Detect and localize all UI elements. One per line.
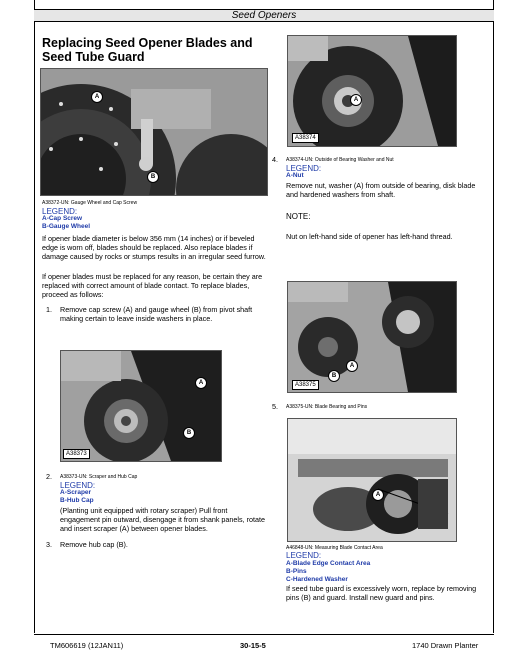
intro-paragraph-1: If opener blade diameter is below 356 mm (14 inches) or if beveled edge is worn off, blades should be replaced. Also replace blades if damage caused by rocks or stumps results in an irregular seed furrow. [42,234,266,261]
step1-number: 1. [46,305,52,314]
callout-a: A [350,94,362,106]
blade-bearing-photo [287,281,457,393]
bearing-nut-illustration [288,36,456,146]
note-label: NOTE: [286,212,311,221]
note-text: Nut on left-hand side of opener has left-hand thread. [286,232,453,241]
legend-item-hardened-washer: C-Hardened Washer [286,576,348,583]
blade-contact-illustration [288,419,456,541]
step2-number: 2. [46,472,52,481]
legend-item-pins: B-Pins [286,568,307,575]
step4-number: 4. [272,155,278,164]
step3-text: Remove hub cap (B). [60,540,128,549]
step1-text: Remove cap screw (A) and gauge wheel (B) from pivot shaft making certain to leave inside washers in place. [60,305,253,323]
callout-b: B [328,370,340,382]
article-title: Replacing Seed Opener Blades and Seed Tube Guard [42,36,253,64]
footer-product: 1740 Drawn Planter [412,641,479,650]
figure2-caption: A38373-UN: Scraper and Hub Cap [60,474,138,480]
figure4-caption: A38375-UN: Blade Bearing and Pins [286,404,368,410]
figure2-tag: A38373 [63,449,90,459]
footer-doc-id: TM606619 (12JAN11) [50,641,124,650]
legend-item-hub-cap: B-Hub Cap [60,497,94,504]
callout-a: A [372,489,384,501]
legend-item-blade-edge-contact-area: A-Blade Edge Contact Area [286,560,371,567]
intro-paragraph-2: If opener blades must be replaced for any reason, be certain they are replaced with correct amount of blade contact. To replace blades, proceed as follows: [42,272,263,299]
figure1-legend-title: LEGEND: [42,207,78,216]
legend-item-nut: A-Nut [286,172,304,179]
scraper-illustration [61,351,221,461]
step3-number: 3. [46,540,52,549]
figure3-tag: A38374 [292,133,319,143]
legend-item-gauge-wheel: B-Gauge Wheel [42,223,91,230]
figure5-caption: A46848-UN: Measuring Blade Contact Area [286,545,383,551]
step4-text: Remove nut, washer (A) from outside of bearing, disk blade and hardened washers from shaft. [286,181,476,199]
callout-a: A [346,360,358,372]
callout-b: B [183,427,195,439]
final-paragraph: If seed tube guard is excessively worn, replace by removing pins (B) and guard. Install new guard and pins. [286,584,477,602]
step5-number: 5. [272,402,278,411]
section-title: Seed Openers [231,10,297,21]
scraper-hub-photo [60,350,222,462]
gauge-wheel-photo [40,68,268,196]
figure3-caption: A38374-UN: Outside of Bearing Washer and Nut [286,157,394,163]
figure2-legend-title: LEGEND: [60,481,96,490]
section-header [34,9,494,22]
blade-contact-photo [287,418,457,542]
legend-item-cap-screw: A-Cap Screw [42,215,83,222]
legend-item-scraper: A-Scraper [60,489,92,496]
callout-a: A [91,91,103,103]
callout-b: B [147,171,159,183]
figure4-tag: A38375 [292,380,319,390]
blade-bearing-illustration [288,282,456,392]
figure1-caption: A38372-UN: Gauge Wheel and Cap Screw [42,200,138,206]
callout-a: A [195,377,207,389]
step2-text: (Planting unit equipped with rotary scraper) Pull front engagement pin outward, disengage it from shank panels, rotate and insert scraper (A) between opener blades. [60,506,265,533]
footer-rule [34,634,494,635]
footer-page-number: 30-15-5 [240,641,266,650]
bearing-nut-photo [287,35,457,147]
figure3-legend-title: LEGEND: [286,164,322,173]
figure5-legend-title: LEGEND: [286,551,322,560]
